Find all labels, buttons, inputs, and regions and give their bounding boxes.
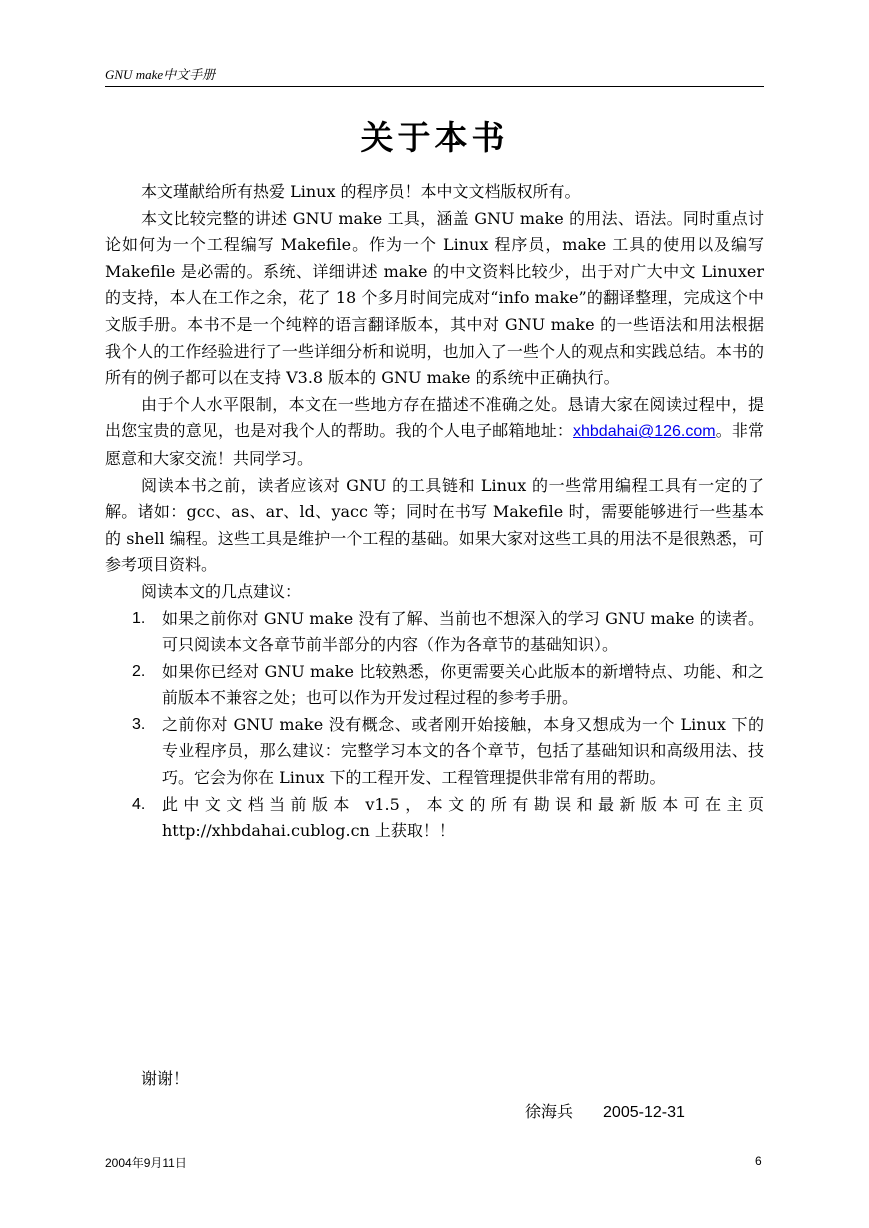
suggestions-list (105, 606, 764, 845)
list-item-text: 之前你对 GNU make 没有概念、或者刚开始接触，本身又想成为一个 Linux 下的专业程序员，那么建议：完整学习本文的各个章节，包括了基础知识和高级用法、技巧。它会为你在 Linux 下的工程开发、工程管理提供非常有用的帮助。 (162, 714, 764, 788)
list-number: 1. (132, 609, 146, 627)
paragraph-feedback (105, 392, 764, 473)
list-item (105, 792, 764, 845)
list-number: 3. (132, 715, 146, 733)
list-item-text: 如果之前你对 GNU make 没有了解、当前也不想深入的学习 GNU make 的读者。可只阅读本文各章节前半部分的内容（作为各章节的基础知识）。 (162, 608, 764, 655)
feedback-closing-text: 。非常愿意和大家交流！共同学习。 (105, 421, 764, 468)
paragraph-prerequisites: 阅读本书之前，读者应该对 GNU 的工具链和 Linux 的一些常用编程工具有一定的了解。诸如：gcc、as、ar、ld、yacc 等；同时在书写 Makefile 时，需要能够进行一些基本的 shell 编程。这些工具是维护一个工程的基础。如果大家对这些工具的用法不是很熟悉，可参考项目资料。 (105, 475, 764, 575)
thanks-text: 谢谢！ (141, 1069, 190, 1088)
author-name: 徐海兵 (525, 1102, 574, 1121)
list-item (105, 659, 764, 712)
signature (525, 1099, 685, 1122)
signature-date: 2005-12-31 (603, 1104, 685, 1121)
list-number: 4. (132, 795, 146, 813)
footer-date: 2004年9月11日 (105, 1156, 187, 1170)
feedback-text: 由于个人水平限制，本文在一些地方存在描述不准确之处。恳请大家在阅读过程中，提出您宝贵的意见，也是对我个人的帮助。我的个人电子邮箱地址： (105, 394, 764, 441)
list-item-text: 如果你已经对 GNU make 比较熟悉，你更需要关心此版本的新增特点、功能、和之前版本不兼容之处；也可以作为开发过程过程的参考手册。 (162, 661, 764, 708)
paragraph-suggestions-intro: 阅读本文的几点建议： (141, 581, 302, 601)
page-title: 关于本书 (360, 118, 509, 157)
document-body (105, 179, 764, 845)
list-item (105, 712, 764, 792)
running-header: GNU make中文手册 (105, 67, 216, 82)
header-divider (105, 86, 764, 87)
paragraph-dedication: 本文瑾献给所有热爱 Linux 的程序员！本中文文档版权所有。 (141, 182, 581, 201)
list-item-text: 此中文文档当前版本 v1.5，本文的所有勘误和最新版本可在主页 http://xhbdahai.cublog.cn 上获取！！ (162, 794, 764, 841)
paragraph-overview: 本文比较完整的讲述 GNU make 工具，涵盖 GNU make 的用法、语法。同时重点讨论如何为一个工程编写 Makefile。作为一个 Linux 程序员，make 工具的使用以及编写 Makefile 是必需的。系统、详细讲述 make 的中文资料比较少，出于对广大中文 Linuxer 的支持，本人在工作之余，花了 18 个多月时间完成对“info make”的翻译整理，完成这个中文版手册。本书不是一个纯粹的语言翻译版本，其中对 GNU make 的一些语法和用法根据我个人的工作经验进行了一些详细分析和说明，也加入了一些个人的观点和实践总结。本书的所有的例子都可以在支持 V3.8 版本的 GNU make 的系统中正确执行。 (105, 208, 764, 388)
page-number: 6 (755, 1154, 762, 1168)
list-item (105, 606, 764, 659)
list-number: 2. (132, 662, 146, 680)
email-link[interactable]: xhbdahai@126.com (573, 423, 716, 441)
